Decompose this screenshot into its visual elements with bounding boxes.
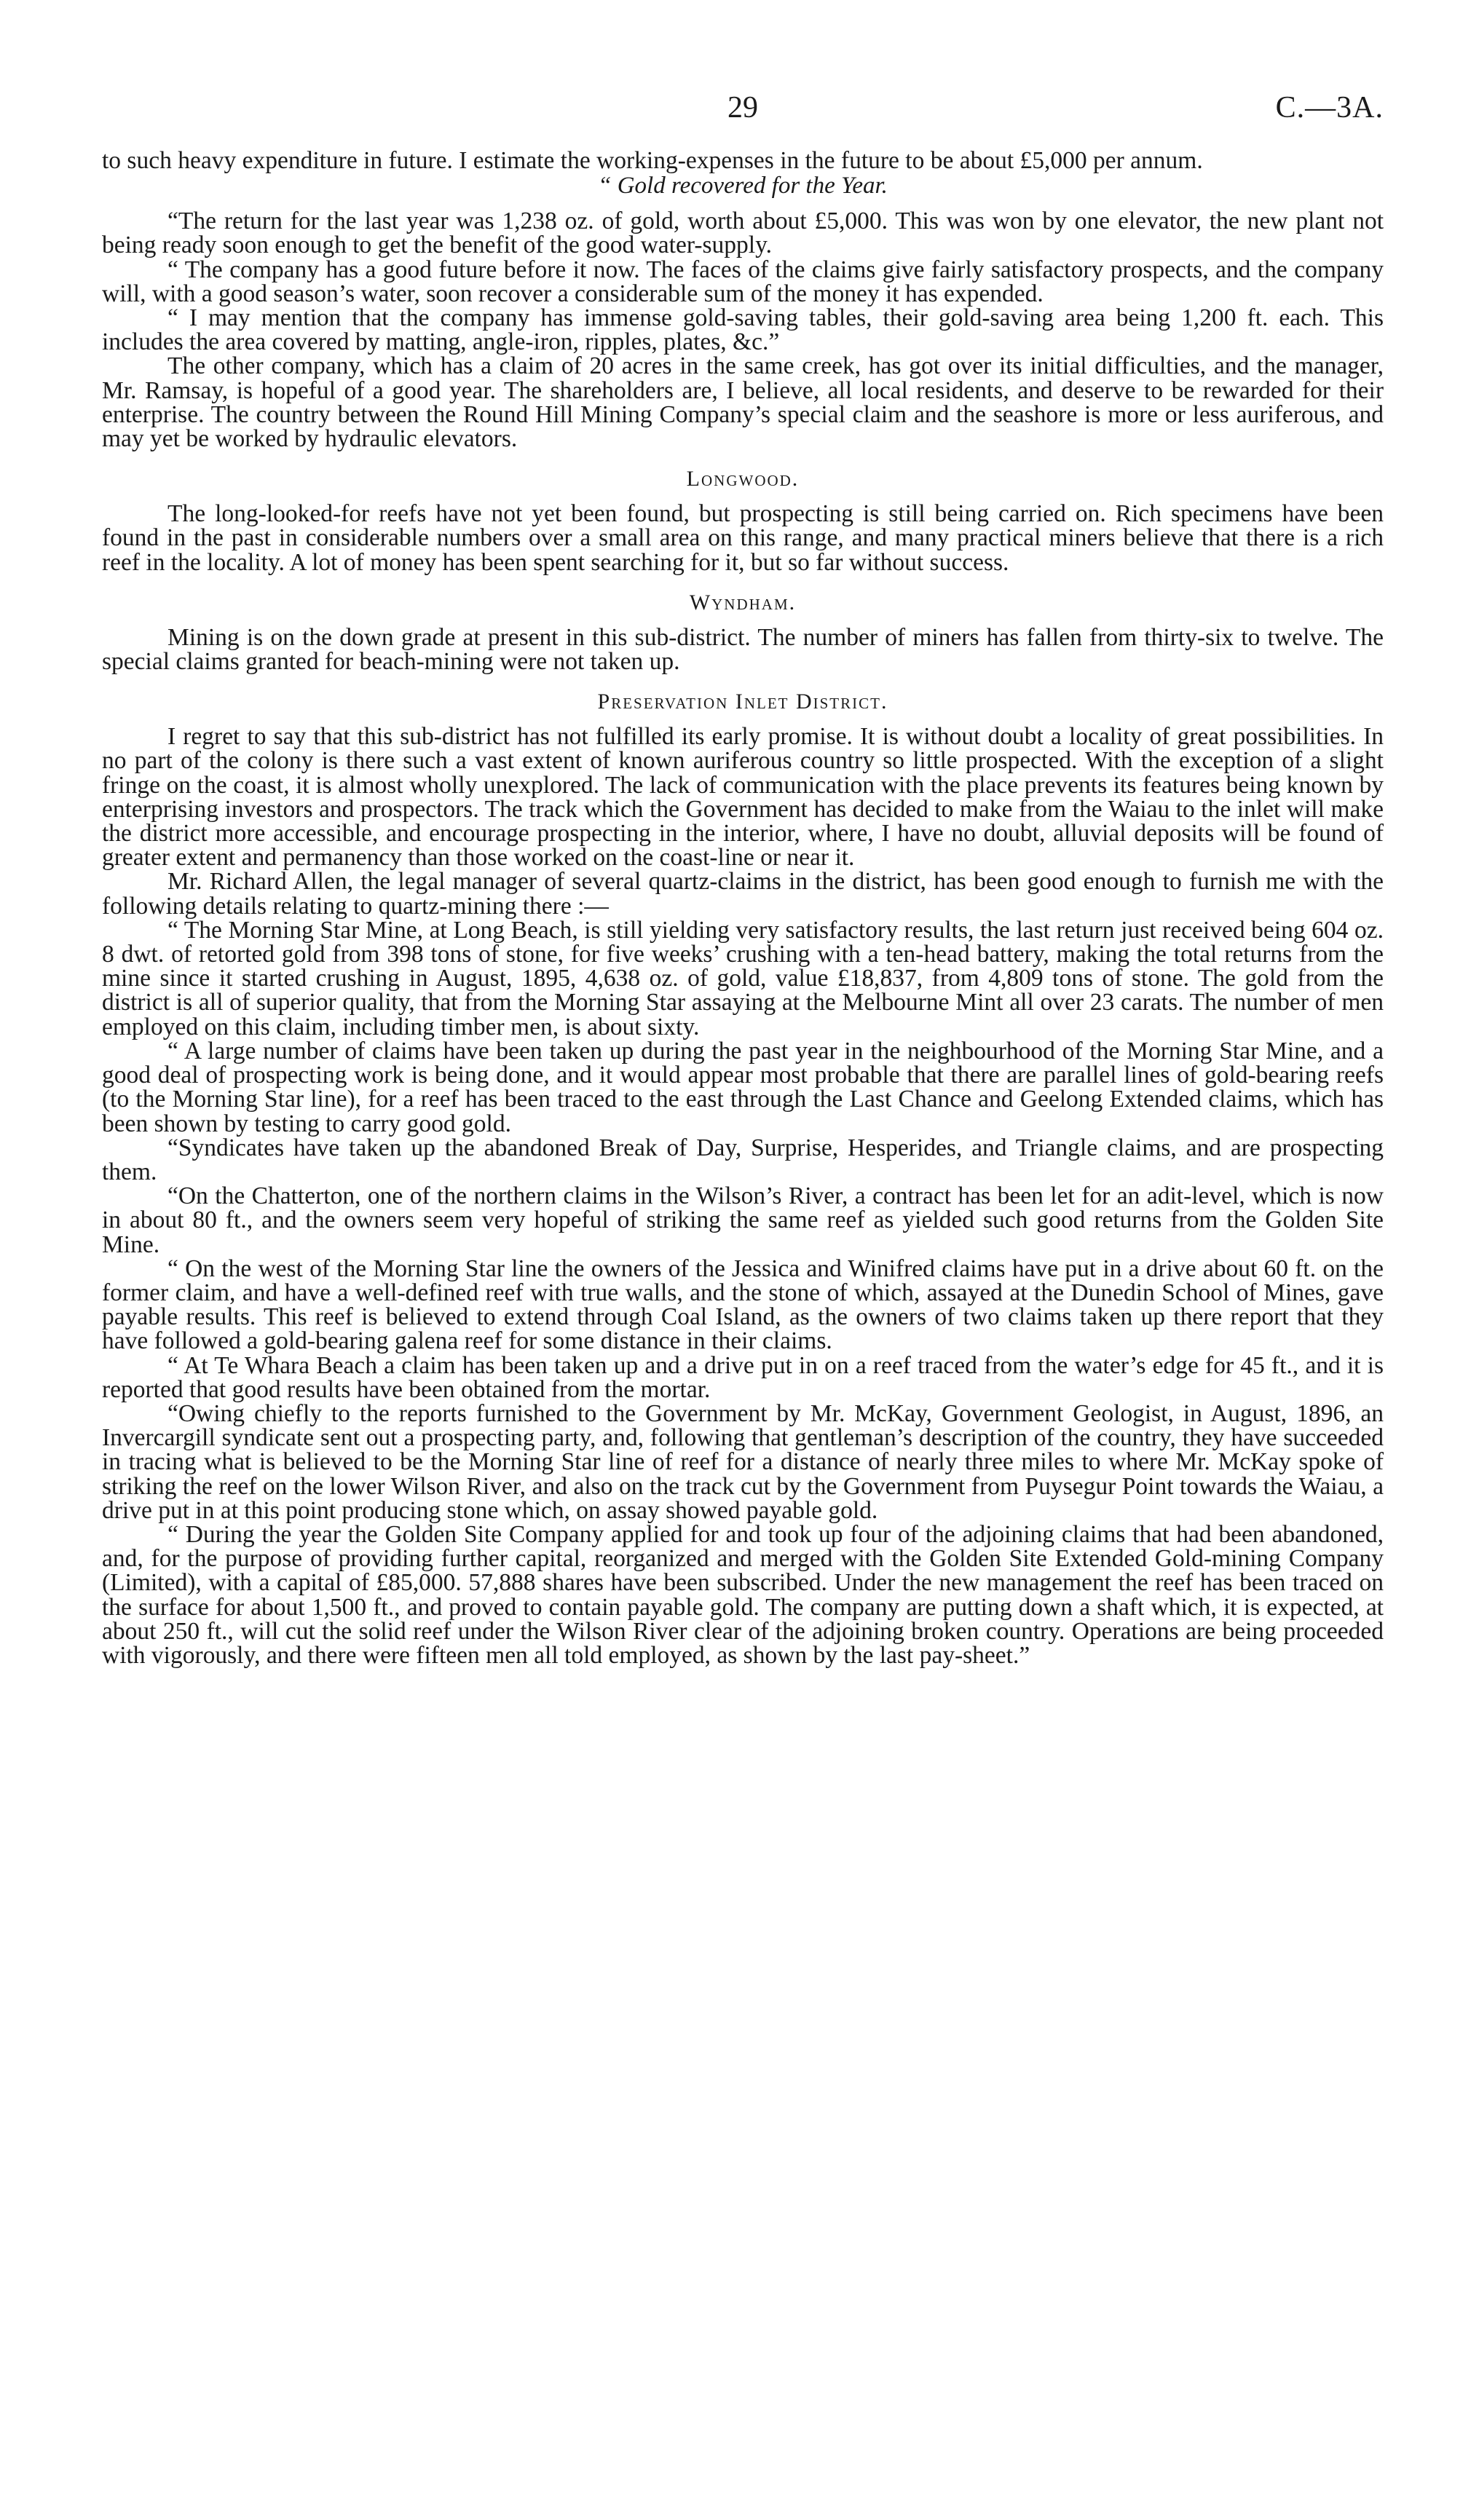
paragraph-preservation-8: “ At Te Whara Beach a claim has been taken up and a drive put in on a reef traced from the water’s edge for 45 ft., and it is reported that good results have been obtained from the mortar. (102, 1351, 1384, 1403)
heading-preservation-inlet: Preservation Inlet District. (597, 690, 888, 714)
paragraph-preservation-5: “Syndicates have taken up the abandoned Break of Day, Surprise, Hesperides, and Triangle claims, and are prospecting them. (102, 1134, 1384, 1185)
page-number: 29 (727, 91, 758, 125)
document-page (102, 87, 1384, 1667)
paragraph-intro: to such heavy expenditure in future. I estimate the working-expenses in the future to be about £5,000 per annum. (102, 147, 1203, 174)
paragraph-gold-4: The other company, which has a claim of 20 acres in the same creek, has got over its initial difficulties, and the manager, Mr. Ramsay, is hopeful of a good year. The shareholders are, I believe, all local residents, and deserve to be rewarded for their enterprise. The country between the Round Hill Mining Company’s special claim and the seashore is more or less auriferous, and may yet be worked by hydraulic elevators. (102, 352, 1384, 453)
paragraph-preservation-7: “ On the west of the Morning Star line the owners of the Jessica and Winifred claims have put in a drive about 60 ft. on the former claim, and have a well-defined reef with true walls, and the stone of which, assayed at the Dunedin School of Mines, gave payable results. This reef is believed to extend through Coal Island, as the owners of two claims taken up there report that they have followed a gold-bearing galena reef for some distance in their claims. (102, 1255, 1384, 1355)
paragraph-preservation-4: “ A large number of claims have been taken up during the past year in the neighbourhood of the Morning Star Mine, and a good deal of prospecting work is being done, and it would appear most probable that there are parallel lines of gold-bearing reefs (to the Morning Star line), for a reef has been traced to the east through the Last Chance and Geelong Extended claims, which has been shown by testing to carry good gold. (102, 1037, 1384, 1137)
paragraph-preservation-2: Mr. Richard Allen, the legal manager of several quartz-claims in the district, has been good enough to furnish me with the following details relating to quartz-mining there :— (102, 868, 1384, 920)
paragraph-wyndham-1: Mining is on the down grade at present in this sub-district. The number of miners has fallen from thirty-six to twelve. The special claims granted for beach-mining were not taken up. (102, 623, 1384, 676)
page-header (102, 87, 1384, 138)
document-reference: C.—3A. (1275, 91, 1384, 125)
paragraph-preservation-1: I regret to say that this sub-district has not fulfilled its early promise. It is without doubt a locality of great possibilities. In no part of the colony is there such a vast extent of known auriferous country so little prospected. With the exception of a slight fringe on the coast, it is almost wholly unexplored. The lack of communication with the place prevents its features being known by enterprising investors and prospectors. The track which the Government has decided to make from the Waiau to the inlet will make the district more accessible, and encourage prospecting in the interior, where, I have no doubt, alluvial deposits will be found of greater extent and permanency than those worked on the coast-line or near it. (102, 723, 1384, 872)
paragraph-gold-3: “ I may mention that the company has immense gold-saving tables, their gold-saving area being 1,200 ft. each. This includes the area covered by matting, angle-iron, ripples, plates, &c.” (102, 304, 1384, 356)
paragraph-longwood-1: The long-looked-for reefs have not yet been found, but prospecting is still being carried on. Rich specimens have been found in the past in considerable numbers over a small area on this range, and many practical miners believe that there is a rich reef in the locality. A lot of money has been spent searching for it, but so far without success. (102, 500, 1384, 576)
heading-gold-recovered: “ Gold recovered for the Year. (598, 173, 888, 200)
paragraph-preservation-6: “On the Chatterton, one of the northern claims in the Wilson’s River, a contract has been let for an adit-level, which is now in about 80 ft., and the owners seem very hopeful of striking the same reef as yielded such good returns from the Golden Site Mine. (102, 1182, 1384, 1258)
paragraph-preservation-10: “ During the year the Golden Site Company applied for and took up four of the adjoining claims that had been abandoned, and, for the purpose of providing further capital, reorganized and merged with the Golden Site Extended Gold-mining Company (Limited), with a capital of £85,000. 57,888 shares have been subscribed. Under the new management the reef has been traced on the surface for about 1,500 ft., and proved to contain payable gold. The company are putting down a shaft which, it is expected, at about 250 ft., will cut the solid reef under the Wilson River clear of the adjoining broken country. Operations are being proceeded with vigorously, and there were fifteen men all told employed, as shown by the last pay-sheet.” (102, 1520, 1384, 1669)
paragraph-preservation-3: “ The Morning Star Mine, at Long Beach, is still yielding very satisfactory results, the last return just received being 604 oz. 8 dwt. of retorted gold from 398 tons of stone, for five weeks’ crushing with a ten-head battery, making the total returns from the mine since it started crushing in August, 1895, 4,638 oz. of gold, value £18,837, from 4,809 tons of stone. The gold from the district is all of superior quality, that from the Morning Star assaying at the Melbourne Mint all over 23 carats. The number of men employed on this claim, including timber men, is about sixty. (102, 916, 1384, 1040)
heading-wyndham: Wyndham. (689, 590, 797, 615)
paragraph-gold-1: “The return for the last year was 1,238 oz. of gold, worth about £5,000. This was won by one elevator, the new plant not being ready soon enough to get the benefit of the good water-supply. (102, 208, 1384, 259)
paragraph-gold-2: “ The company has a good future before it now. The faces of the claims give fairly satisfactory prospects, and the company will, with a good season’s water, soon recover a considerable sum of the money it has expended. (102, 256, 1384, 307)
heading-longwood: Longwood. (686, 467, 800, 491)
paragraph-preservation-9: “Owing chiefly to the reports furnished to the Government by Mr. McKay, Government Geologist, in August, 1896, an Invercargill syndicate sent out a prospecting party, and, following that gentleman’s description of the country, they have succeeded in tracing what is believed to be the Morning Star line of reef for a distance of nearly three miles to where Mr. McKay spoke of striking the reef on the lower Wilson River, and also on the track cut by the Government from Puysegur Point towards the Waiau, a drive put in at this point producing stone which, on assay showed payable gold. (102, 1399, 1384, 1524)
